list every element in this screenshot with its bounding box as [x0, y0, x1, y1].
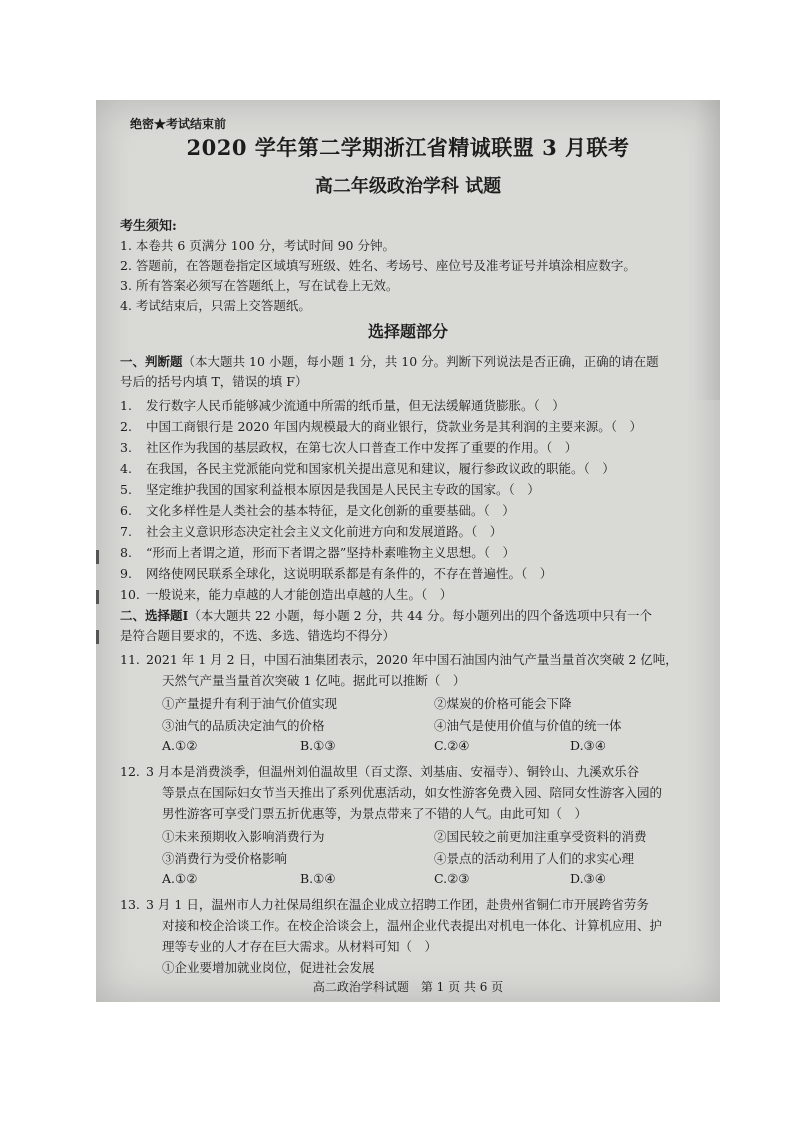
exam-paper [96, 100, 720, 1002]
statement-option: ③油气的品质决定油气的价格 [162, 718, 325, 733]
question-text: 对接和校企洽谈工作。在校企洽谈会上，温州企业代表提出对机电一体化、计算机应用、护 [162, 918, 663, 933]
judge-question: 6. 文化多样性是人类社会的基本特征，是文化创新的重要基础。（ ） [120, 503, 515, 518]
judge-question: 10. 一般说来，能力卓越的人才能创造出卓越的人生。（ ） [120, 587, 453, 602]
judge-question: 9. 网络使网民联系全球化，这说明联系都是有条件的，不存在普遍性。（ ） [120, 566, 553, 581]
part2-description [120, 606, 710, 626]
statement-option: ①企业要增加就业岗位，促进社会发展 [162, 960, 375, 975]
statement-option: ②煤炭的价格可能会下降 [434, 696, 572, 711]
judge-question: 5. 坚定维护我国的国家利益根本原因是我国是人民民主专政的国家。（ ） [120, 482, 540, 497]
part1-desc-line2: 号后的括号内填 T，错误的填 F） [120, 374, 308, 389]
judge-question: 4. 在我国，各民主党派能向党和国家机关提出意见和建议，履行参政议政的职能。（ ） [120, 461, 615, 476]
part2-heading: 二、选择题Ⅰ [120, 608, 189, 623]
page-footer: 高二政治学科试题 第 1 页 共 6 页 [312, 980, 504, 994]
statement-option: ④油气是使用价值与价值的统一体 [434, 718, 622, 733]
answer-option-d: D.③④ [570, 871, 606, 886]
exam-subtitle: 高二年级政治学科 试题 [314, 176, 502, 197]
statement-option: ②国民较之前更加注重享受资料的消费 [434, 829, 647, 844]
answer-option-c: C.②③ [434, 871, 470, 886]
judge-question: 3. 社区作为我国的基层政权，在第七次人口普查工作中发挥了重要的作用。（ ） [120, 440, 578, 455]
section-title: 选择题部分 [367, 322, 448, 341]
answer-option-b: B.①③ [300, 738, 336, 753]
notice-heading: 考生须知: [120, 219, 177, 234]
judge-question: 1. 发行数字人民币能够减少流通中所需的纸币量，但无法缓解通货膨胀。（ ） [120, 398, 565, 413]
choice-question-11: 11. 2021 年 1 月 2 日，中国石油集团表示，2020 年中国石油国内油气产量当量首次突破 2 亿吨， [120, 652, 678, 667]
notice-item: 1. 本卷共 6 页满分 100 分，考试时间 90 分钟。 [120, 238, 395, 253]
answer-option-a: A.①② [162, 738, 198, 753]
choice-question-13: 13. 3 月 1 日，温州市人力社保局组织在温企业成立招聘工作团，赴贵州省铜仁市开展跨省劳务 [120, 897, 649, 912]
notice-item: 3. 所有答案必须写在答题纸上，写在试卷上无效。 [120, 278, 399, 293]
part2-desc-line2: 是符合题目要求的，不选、多选、错选均不得分） [120, 628, 396, 643]
judge-question: 7. 社会主义意识形态决定社会主义文化前进方向和发展道路。（ ） [120, 524, 503, 539]
question-text: 等景点在国际妇女节当天推出了系列优惠活动，如女性游客免费入园、陪同女性游客入园的 [162, 785, 663, 800]
part1-description [120, 352, 710, 372]
judge-question: 2. 中国工商银行是 2020 年国内规模最大的商业银行，贷款业务是其利润的主要来源。（ ） [120, 419, 643, 434]
notice-item: 4. 考试结束后，只需上交答题纸。 [120, 298, 311, 313]
statement-option: ①未来预期收入影响消费行为 [162, 829, 325, 844]
question-text: 天然气产量当量首次突破 1 亿吨。据此可以推断（ ） [162, 673, 466, 688]
part1-desc-line1: （本大题共 10 小题，每小题 1 分，共 10 分。判断下列说法是否正确，正确的请在题 [182, 354, 659, 369]
secret-label: 绝密★考试结束前 [130, 117, 227, 131]
answer-option-a: A.①② [162, 871, 198, 886]
judge-question: 8. “形而上者谓之道，形而下者谓之器”坚持朴素唯物主义思想。（ ） [120, 545, 516, 560]
answer-option-c: C.②④ [434, 738, 470, 753]
notice-item: 2. 答题前，在答题卷指定区域填写班级、姓名、考场号、座位号及准考证号并填涂相应数字。 [120, 258, 636, 273]
statement-option: ④景点的活动利用了人们的求实心理 [434, 851, 635, 866]
part1-heading: 一、判断题 [120, 354, 183, 369]
answer-option-b: B.①④ [300, 871, 336, 886]
part2-desc-line1: （本大题共 22 小题，每小题 2 分，共 44 分。每小题列出的四个备选项中只有一个 [188, 608, 652, 623]
exam-title: 2020 学年第二学期浙江省精诚联盟 3 月联考 [186, 135, 630, 160]
question-text: 理等专业的人才存在巨大需求。从材料可知（ ） [162, 939, 438, 954]
statement-option: ③消费行为受价格影响 [162, 851, 288, 866]
question-text: 男性游客可享受门票五折优惠等，为景点带来了不错的人气。由此可知（ ） [162, 806, 588, 821]
statement-option: ①产量提升有利于油气价值实现 [162, 696, 338, 711]
answer-option-d: D.③④ [570, 738, 606, 753]
choice-question-12: 12. 3 月本是消费淡季，但温州刘伯温故里（百丈漈、刘基庙、安福寺）、铜铃山、九溪欢乐谷 [120, 764, 640, 779]
